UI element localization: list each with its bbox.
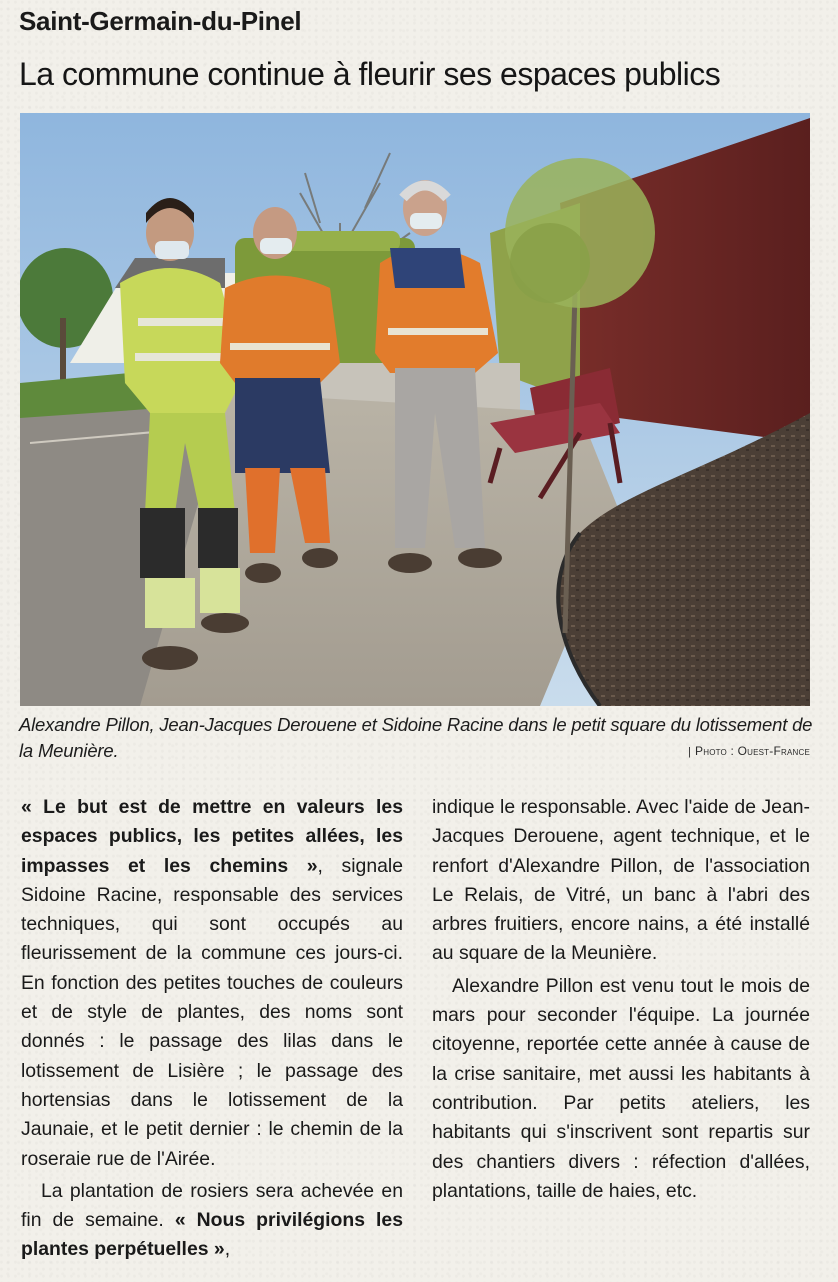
- article-headline: La commune continue à fleurir ses espaces publics: [19, 56, 721, 92]
- left-quote-1: « Le but est de mettre en valeurs les espaces publics, les petites allées, les impasses et les chemins »: [21, 796, 403, 877]
- photo-caption: Alexandre Pillon, Jean-Jacques Derouene et Sidoine Racine dans le petit square du lotissement de la Meunière.: [19, 714, 813, 761]
- right-paragraph-1: indique le responsable. Avec l'aide de Jean-Jacques Derouene, agent technique, et le renfort d'Alexandre Pillon, de l'association Le Relais, de Vitré, un banc à l'abri des arbres fruitiers, encore nains, a été installé au square de la Meunière.: [432, 796, 810, 965]
- left-text-2: La plantation de rosiers sera achevée en fin de semaine.: [21, 1179, 403, 1232]
- left-tail-2: ,: [224, 1238, 231, 1261]
- left-paragraph-2: [21, 1177, 403, 1265]
- article-photo: [20, 113, 810, 706]
- left-quote-2: « Nous privilégions les plantes perpétuelles »: [21, 1209, 403, 1261]
- left-paragraph-1: [21, 793, 403, 1174]
- credit-text: Photo : Ouest-France: [695, 744, 810, 758]
- right-paragraph-2: Alexandre Pillon est venu tout le mois de mars pour seconder l'équipe. La journée citoyenne, reportée cette année à cause de la crise sanitaire, met aussi les habitants à contribution. Par petits ateliers, les habitants qui s'inscrivent sont repartis sur des chantiers divers : réfection d'allées, plantations, taille de haies, etc.: [432, 974, 810, 1202]
- article-column-right: [432, 793, 810, 1206]
- credit-separator: |: [687, 746, 692, 758]
- locality-heading: Saint-Germain-du-Pinel: [19, 6, 302, 36]
- photo-illustration: [20, 113, 810, 706]
- left-text-1: , signale Sidoine Racine, responsable des services techniques, qui sont occupés au fleurissement de la commune ces jours-ci. En fonction des petites touches de couleurs et de style de plantes, des noms sont donnés : le passage des lilas dans le lotissement de Lisière ; le passage des hortensias dans le lotissement de la Jaunaie, et le petit dernier : le chemin de la roseraie rue de l'Airée.: [21, 854, 403, 1170]
- photo-credit: [688, 744, 810, 758]
- article-column-left: [21, 793, 403, 1265]
